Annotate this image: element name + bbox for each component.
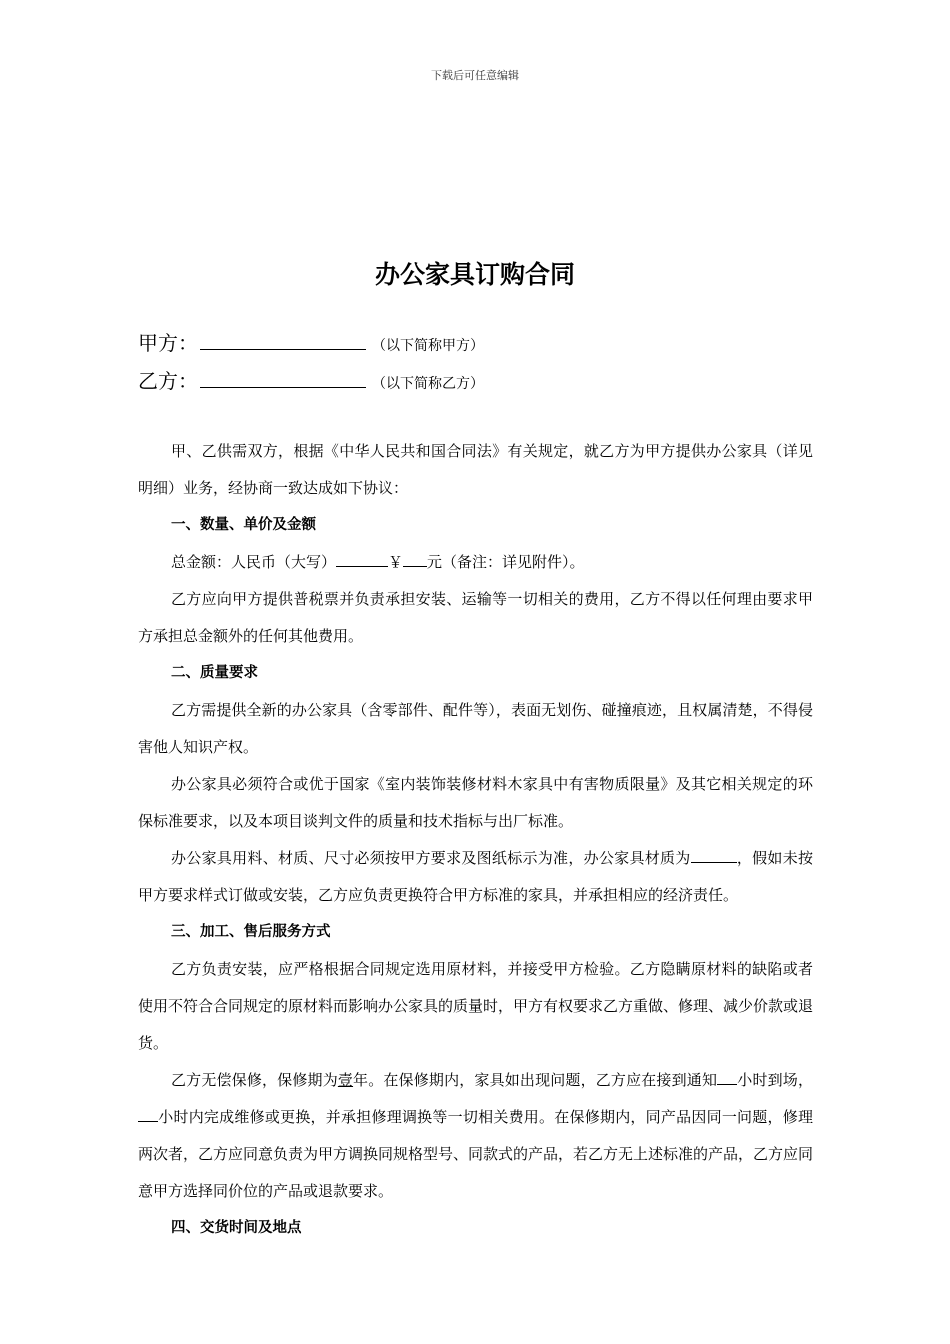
party-b-line	[138, 369, 484, 396]
yen-sign: ￥	[388, 553, 404, 571]
amount-label: 总金额：人民币（大写）	[171, 553, 337, 571]
warranty-text: 乙方无偿保修，保修期为	[171, 1071, 338, 1089]
section-3-heading: 三、加工、售后服务方式	[171, 924, 331, 940]
section-2-heading: 二、质量要求	[171, 665, 258, 681]
party-a-blank	[200, 331, 366, 350]
amount-blank	[336, 551, 388, 567]
party-b-note: （以下简称乙方）	[372, 376, 484, 392]
material-blank	[691, 847, 737, 863]
section-2-paragraph-2: 办公家具必须符合或优于国家《室内装饰装修材料木家具中有害物质限量》及其它相关规定的环保标准要求，以及本项目谈判文件的质量和技术指标与出厂标准。	[138, 775, 813, 830]
contract-body	[138, 433, 813, 1247]
section-4-heading: 四、交货时间及地点	[171, 1220, 302, 1236]
yuan-blank	[403, 551, 427, 567]
material-text-rest: ，假如未按甲方要求样式订做或安装，乙方应负责更换符合甲方标准的家具，并承担相应的经济责任。	[138, 849, 813, 904]
party-a-line	[138, 331, 484, 358]
party-a-label: 甲方：	[138, 331, 198, 355]
section-3-paragraph-2	[138, 1062, 813, 1210]
section-2-paragraph-1: 乙方需提供全新的办公家具（含零部件、配件等），表面无划伤、碰撞痕迹，且权属清楚，不得侵害他人知识产权。	[138, 701, 813, 756]
warranty-text-4: 小时内完成维修或更换，并承担修理调换等一切相关费用。在保修期内，同产品因同一问题，修理两次者，乙方应同意负责为甲方调换同规格型号、同款式的产品，若乙方无上述标准的产品，乙方应同意甲方选择同价位的产品或退款要求。	[138, 1108, 814, 1200]
repair-hours-blank	[138, 1106, 158, 1122]
total-amount-line	[138, 544, 813, 581]
amount-note: 元（备注：详见附件）。	[427, 553, 585, 571]
section-2-paragraph-3	[138, 840, 813, 914]
section-1-paragraph-2: 乙方应向甲方提供普税票并负责承担安装、运输等一切相关的费用，乙方不得以任何理由要求甲方承担总金额外的任何其他费用。	[138, 590, 813, 645]
material-text: 办公家具用料、材质、尺寸必须按甲方要求及图纸标示为准，办公家具材质为	[171, 849, 691, 867]
party-b-blank	[200, 369, 366, 388]
party-a-note: （以下简称甲方）	[372, 338, 484, 354]
party-b-label: 乙方：	[138, 369, 198, 393]
warranty-text-3: 小时到场，	[737, 1071, 813, 1089]
section-1-heading: 一、数量、单价及金额	[171, 517, 316, 533]
intro-paragraph: 甲、乙供需双方，根据《中华人民共和国合同法》有关规定，就乙方为甲方提供办公家具（详见明细）业务，经协商一致达成如下协议：	[138, 442, 813, 497]
arrival-hours-blank	[717, 1069, 737, 1085]
header-note: 下载后可任意编辑	[431, 69, 519, 82]
section-3-paragraph-1: 乙方负责安装，应严格根据合同规定选用原材料，并接受甲方检验。乙方隐瞒原材料的缺陷或者使用不符合合同规定的原材料而影响办公家具的质量时，甲方有权要求乙方重做、修理、减少价款或退货。	[138, 960, 814, 1052]
warranty-years: 壹	[337, 1071, 354, 1089]
warranty-text-2: 年。在保修期内，家具如出现问题，乙方应在接到通知	[353, 1071, 718, 1089]
document-title: 办公家具订购合同	[374, 260, 575, 289]
